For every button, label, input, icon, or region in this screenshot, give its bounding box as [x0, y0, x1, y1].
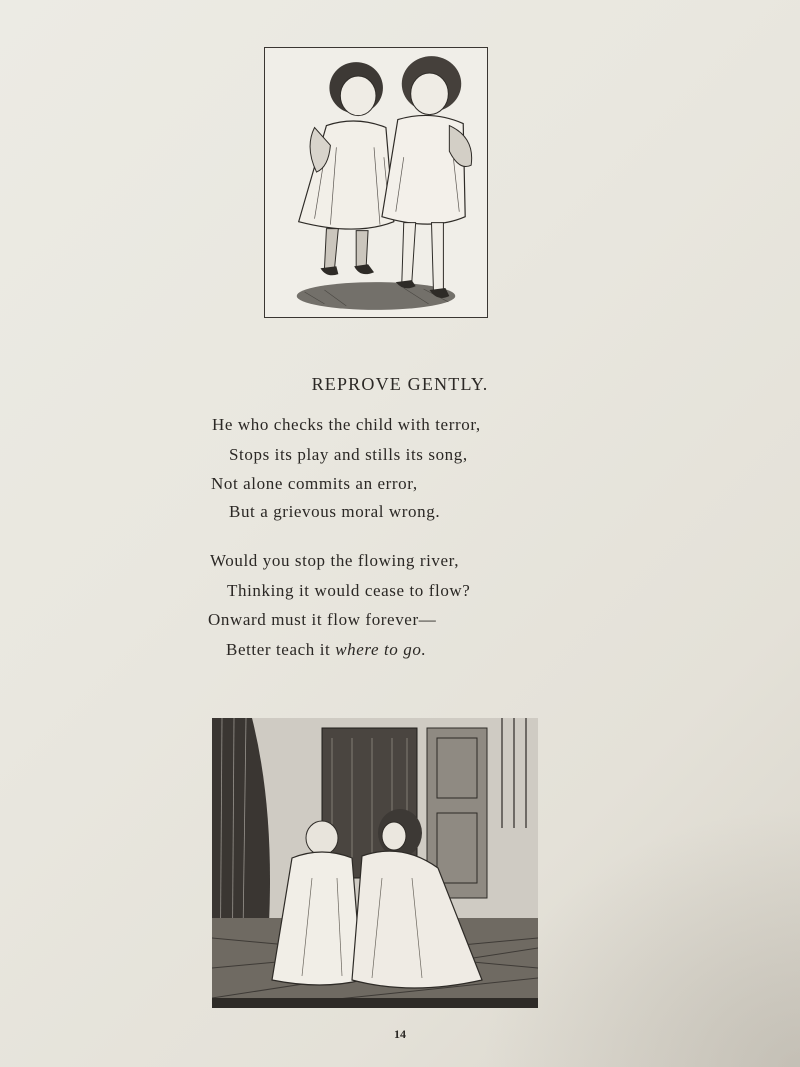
poem-line: Onward must it flow forever— — [208, 610, 437, 629]
poem-line: He who checks the child with terror, — [212, 415, 481, 434]
right-child-figure — [382, 56, 472, 298]
poem-line: Not alone commits an error, — [211, 474, 418, 493]
poem-line: But a grievous moral wrong. — [229, 502, 441, 521]
kneeling-children-illustration — [212, 718, 538, 1008]
poem-line: Thinking it would cease to flow? — [227, 581, 471, 600]
poem-line-last — [226, 640, 426, 660]
page-number: 14 — [394, 1027, 406, 1041]
left-child-figure — [299, 62, 394, 275]
poem-line-prefix: Better teach it — [226, 640, 331, 659]
two-children-illustration — [264, 47, 488, 318]
poem-line-italic: where to go. — [335, 640, 427, 659]
poem-line: Would you stop the flowing river, — [210, 551, 460, 570]
poem-title: REPROVE GENTLY. — [311, 374, 489, 394]
poem-line: Stops its play and stills its song, — [229, 445, 468, 464]
